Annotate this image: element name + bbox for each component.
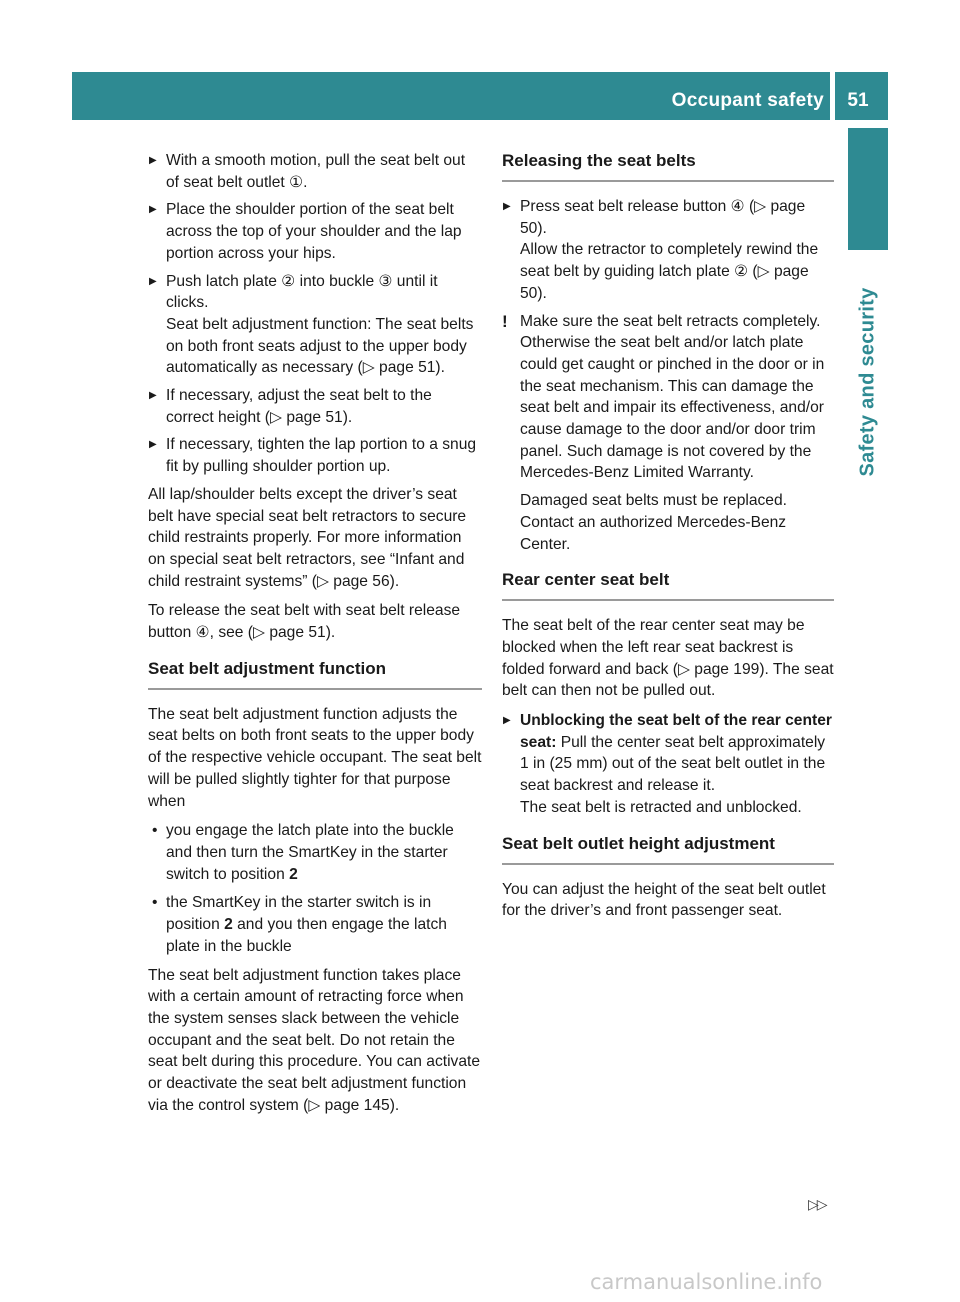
right-column <box>502 150 834 930</box>
arrow-marker-icon: ▶ <box>503 715 511 727</box>
step-item <box>148 271 482 380</box>
paragraph: You can adjust the height of the seat belt outlet for the driver’s and front passenger seat. <box>502 880 826 920</box>
step-text: With a smooth motion, pull the seat belt out of seat belt outlet ①. <box>166 152 466 191</box>
section-heading: Releasing the seat belts <box>502 150 834 182</box>
section-tab-label: Safety and security <box>856 287 879 477</box>
arrow-marker-icon: ▶ <box>149 155 157 166</box>
section-heading: Rear center seat belt <box>502 569 834 601</box>
step-item <box>148 385 482 428</box>
step-text: If necessary, tighten the lap portion to a snug fit by pulling shoulder portion up. <box>166 436 477 476</box>
bullet-dot-icon: • <box>152 894 158 912</box>
paragraph: To release the seat belt with seat belt release button ④, see (▷ page 51). <box>148 602 461 642</box>
step-emphasis: Unblocking the seat belt of the rear center seat: <box>520 712 832 751</box>
step-text: Pull the center seat belt approximately 1 in (25 mm) out of the seat belt outlet in the seat backrest and release it. The seat belt is retracted and unblocked. <box>520 733 826 816</box>
warning-note <box>502 311 834 485</box>
bullet-emphasis: 2 <box>289 865 298 883</box>
bullet-item <box>148 820 482 885</box>
warning-exclamation-icon: ! <box>502 311 508 331</box>
step-text: Push latch plate ② into buckle ③ until it clicks. Seat belt adjustment function: The seat belts on both front seats adjust to the upper body automatically as necessary (▷ page 51). <box>166 272 474 377</box>
bullet-text: you engage the latch plate into the buckle and then turn the SmartKey in the starter switch to position <box>166 822 454 883</box>
bullet-item <box>148 892 482 957</box>
section-heading: Seat belt adjustment function <box>148 658 482 690</box>
arrow-marker-icon: ▶ <box>149 390 157 402</box>
step-item <box>148 434 482 477</box>
arrow-marker-icon: ▶ <box>149 275 157 287</box>
page-title: Occupant safety <box>671 90 824 111</box>
section-tab-label-box <box>844 252 892 512</box>
continue-arrows-icon: ▷▷ <box>808 1196 826 1212</box>
step-text: Press seat belt release button ④ (▷ page 50). Allow the retractor to completely rewind the seat belt by guiding latch plate ② (▷ page 50). <box>520 198 819 302</box>
arrow-marker-icon: ▶ <box>149 204 157 216</box>
step-text: Place the shoulder portion of the seat belt across the top of your shoulder and the lap portion across your hips. <box>166 201 462 262</box>
step-item <box>148 150 482 193</box>
page-number: 51 <box>847 90 869 111</box>
arrow-marker-icon: ▶ <box>149 439 157 451</box>
warning-text-continued: Damaged seat belts must be replaced. Contact an authorized Mercedes-Benz Center. <box>520 492 787 553</box>
paragraph: The seat belt adjustment function adjusts the seat belts on both front seats to the upper body of the respective vehicle occupant. The seat belt will be pulled slightly tighter for that purpose when <box>148 705 482 810</box>
paragraph: The seat belt adjustment function takes place with a certain amount of retracting force when the system senses slack between the vehicle occupant and the seat belt. Do not retain the seat belt during this procedure. You can activate or deactivate the seat belt adjustment function via the control system (▷ page 145). <box>148 966 481 1114</box>
watermark: carmanualsonline.info <box>590 1270 823 1294</box>
step-item <box>502 196 834 305</box>
section-tab <box>848 128 888 250</box>
paragraph: The seat belt of the rear center seat may be blocked when the left rear seat backrest is folded forward and back (▷ page 199). The seat belt can then not be pulled out. <box>502 617 834 700</box>
bullet-text: the SmartKey in the starter switch is in position <box>166 894 432 934</box>
bullet-text: and you then engage the latch plate in the buckle <box>166 916 447 955</box>
step-item <box>148 199 482 264</box>
step-text: If necessary, adjust the seat belt to the correct height (▷ page 51). <box>166 387 432 426</box>
paragraph: All lap/shoulder belts except the driver’s seat belt have special seat belt retractors to secure child restraints properly. For more information on special seat belt retractors, see “Infant and child restraint systems” (▷ page 56). <box>148 485 467 590</box>
arrow-marker-icon: ▶ <box>503 201 511 212</box>
warning-text: Make sure the seat belt retracts completely. Otherwise the seat belt and/or latch plate could get caught or pinched in the door or in the seat mechanism. This can damage the seat belt and impair its effectiveness, and/or cause damage to the door and/or door trim panel. Such damage is not covered by the Mercedes-Benz Limited Warranty. <box>520 312 825 482</box>
bullet-emphasis: 2 <box>224 916 233 934</box>
section-heading: Seat belt outlet height adjustment <box>502 833 834 865</box>
left-column <box>148 150 482 1124</box>
bullet-dot-icon: • <box>152 822 158 840</box>
step-item <box>502 710 834 819</box>
